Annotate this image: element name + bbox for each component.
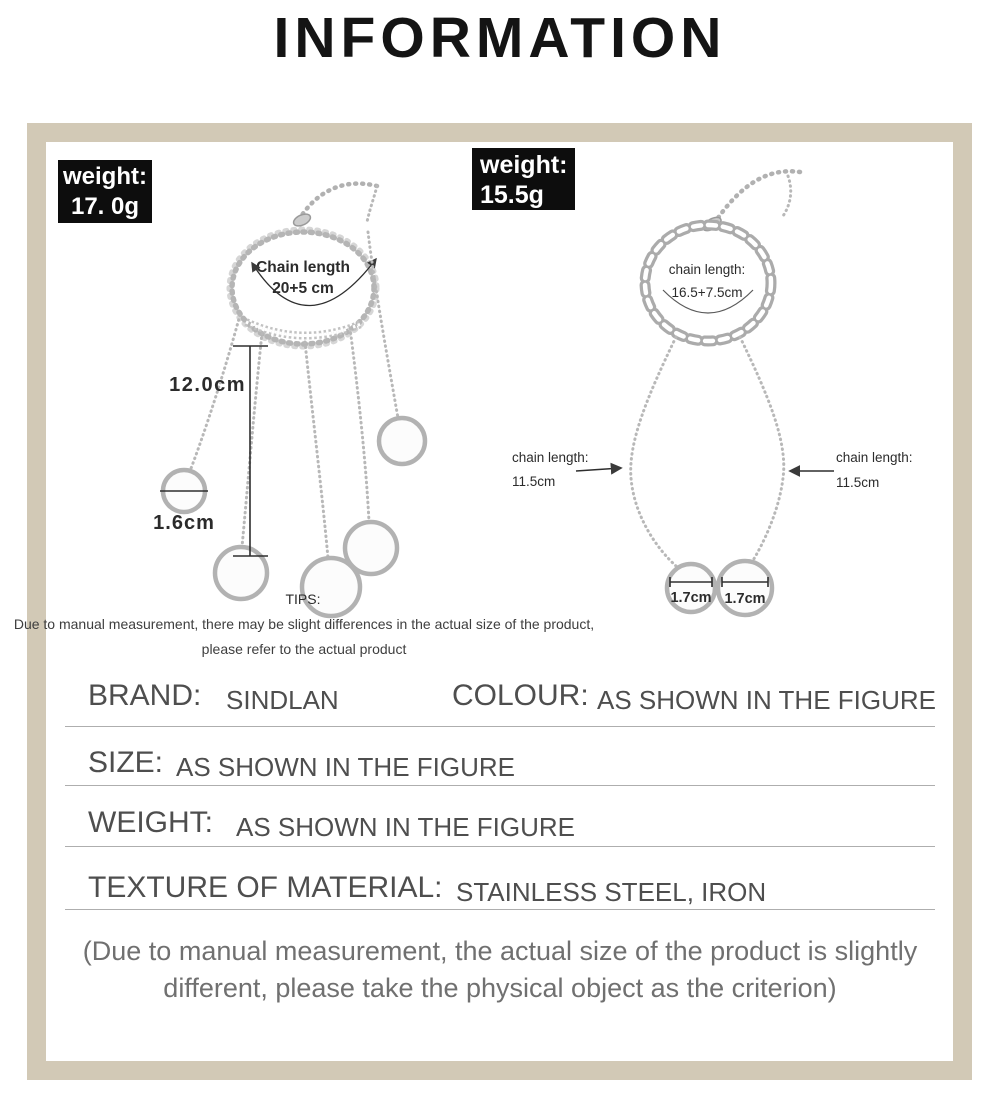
colour-label: COLOUR: <box>452 679 589 712</box>
right-long-chain-right <box>740 337 784 562</box>
left-drop-length-label: 12.0cm <box>169 374 246 396</box>
texture-label: TEXTURE OF MATERIAL: <box>88 871 443 904</box>
bottom-note-line1: (Due to manual measurement, the actual size of the product is slightly <box>82 936 918 966</box>
figure-disclaimer <box>0 612 608 662</box>
brand-label: BRAND: <box>88 679 202 712</box>
divider-3 <box>65 846 935 847</box>
left-bracelet <box>153 184 425 616</box>
bottom-note-line2: different, please take the physical object as the criterion) <box>163 973 837 1003</box>
size-value: AS SHOWN IN THE FIGURE <box>176 752 515 782</box>
left-ring-4 <box>345 522 397 574</box>
figure-disclaimer-line2: please refer to the actual product <box>201 641 407 657</box>
weight-badge-left-value: 17. 0g <box>70 193 140 220</box>
left-extension-chain <box>300 184 377 218</box>
weight-badge-right-value: 15.5g <box>480 181 544 209</box>
right-left-side-label-line2: 11.5cm <box>512 474 556 489</box>
left-ring-2 <box>215 547 267 599</box>
weight-row-label: WEIGHT: <box>88 806 213 839</box>
right-chain-length-label-line2: 16.5+7.5cm <box>671 285 743 300</box>
weight-badge-right-label: weight: <box>480 151 568 179</box>
product-figure <box>46 145 953 670</box>
colour-value: AS SHOWN IN THE FIGURE <box>597 685 936 715</box>
right-left-side-arrow <box>576 468 621 471</box>
left-ring-diameter-label: 1.6cm <box>153 512 215 534</box>
left-tips-label: TIPS: <box>285 591 321 607</box>
page-title: INFORMATION <box>273 6 727 70</box>
right-extension-chain <box>718 171 800 218</box>
left-drop-chain-5 <box>368 232 398 418</box>
texture-value: STAINLESS STEEL, IRON <box>456 877 767 907</box>
weight-badge-right <box>472 148 575 210</box>
right-left-side-label-line1: chain length: <box>512 450 589 465</box>
right-right-side-label-line1: chain length: <box>836 450 913 465</box>
left-chain-length-label-line2: 20+5 cm <box>272 280 334 297</box>
left-clasp <box>292 212 313 229</box>
right-right-side-label-line2: 11.5cm <box>836 475 880 490</box>
brand-value: SINDLAN <box>226 685 339 715</box>
weight-badge-left-label: weight: <box>63 163 147 190</box>
weight-row-value: AS SHOWN IN THE FIGURE <box>236 812 575 842</box>
right-bracelet <box>512 171 913 615</box>
left-drop-chain-4 <box>350 328 369 522</box>
divider-1 <box>65 726 935 727</box>
right-chain-length-label-line1: chain length: <box>668 262 746 277</box>
weight-badge-left <box>58 160 152 223</box>
figure-disclaimer-line1: Due to manual measurement, there may be slight differences in the actual size of the product, <box>13 616 595 632</box>
divider-4 <box>65 909 935 910</box>
left-drop-chain-2 <box>242 333 262 547</box>
right-ring2-diameter-label: 1.7cm <box>724 591 766 607</box>
left-drop-chain-3 <box>305 342 328 558</box>
left-chain-length-label-line1: Chain length <box>256 259 350 276</box>
left-ring-5 <box>379 418 425 464</box>
size-label: SIZE: <box>88 746 164 779</box>
right-long-chain-left <box>631 337 676 566</box>
divider-2 <box>65 785 935 786</box>
right-ring1-diameter-label: 1.7cm <box>670 590 712 606</box>
